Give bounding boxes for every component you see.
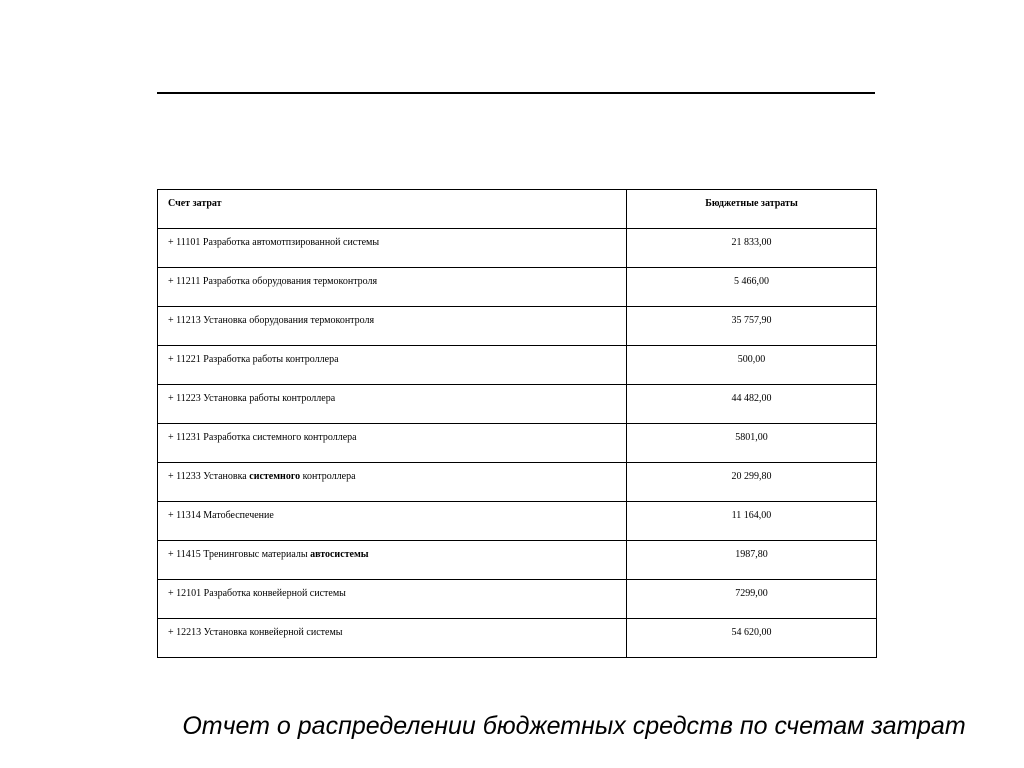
table-row — [158, 229, 877, 268]
table-row — [158, 268, 877, 307]
budget-value-cell: 5 466,00 — [627, 268, 877, 307]
budget-value-cell: 20 299,80 — [627, 463, 877, 502]
table-header-row — [158, 190, 877, 229]
account-text: + 11223 Установка работы контроллера — [168, 393, 336, 404]
account-cell — [158, 619, 627, 658]
account-column-header: Счет затрат — [158, 190, 627, 229]
account-cell — [158, 385, 627, 424]
account-cell — [158, 502, 627, 541]
account-text: + 11211 Разработка оборудования термоконтроля — [168, 276, 378, 287]
account-text: + 11233 Установка — [168, 471, 250, 482]
account-text: + 11415 Тренинговыс материалы — [168, 549, 311, 560]
budget-value-cell: 500,00 — [627, 346, 877, 385]
account-cell — [158, 268, 627, 307]
table-row — [158, 307, 877, 346]
slide-caption: Отчет о распределении бюджетных средств по счетам затрат — [182, 712, 966, 740]
account-cell — [158, 229, 627, 268]
budget-table — [157, 189, 877, 658]
top-divider — [157, 92, 875, 94]
account-cell — [158, 424, 627, 463]
account-text-bold: системного — [249, 471, 301, 482]
account-cell — [158, 541, 627, 580]
table-row — [158, 502, 877, 541]
table-row — [158, 424, 877, 463]
account-text-suffix: контроллера — [300, 471, 356, 482]
account-text-bold: автосистемы — [310, 549, 369, 560]
account-text: + 12101 Разработка конвейерной системы — [168, 588, 346, 599]
account-cell — [158, 307, 627, 346]
table-row — [158, 463, 877, 502]
budget-value-cell: 21 833,00 — [627, 229, 877, 268]
account-text: + 11221 Разработка работы контроллера — [168, 354, 339, 365]
budget-value-cell: 11 164,00 — [627, 502, 877, 541]
account-text: + 12213 Установка конвейерной системы — [168, 627, 343, 638]
account-text: + 11213 Установка оборудования термоконтроля — [168, 315, 375, 326]
table-row — [158, 346, 877, 385]
budget-value-cell: 1987,80 — [627, 541, 877, 580]
account-cell — [158, 580, 627, 619]
table-row — [158, 619, 877, 658]
budget-value-cell: 7299,00 — [627, 580, 877, 619]
budget-value-cell: 35 757,90 — [627, 307, 877, 346]
account-text: + 11314 Матобеспечение — [168, 510, 274, 521]
budget-value-cell: 54 620,00 — [627, 619, 877, 658]
table-row — [158, 385, 877, 424]
table-row — [158, 541, 877, 580]
budget-value-cell: 44 482,00 — [627, 385, 877, 424]
table-row — [158, 580, 877, 619]
account-cell — [158, 463, 627, 502]
account-cell — [158, 346, 627, 385]
budget-column-header: Бюджетные затраты — [627, 190, 877, 229]
account-text: + 11231 Разработка системного контроллера — [168, 432, 357, 443]
account-text: + 11101 Разработка автомотпзированной системы — [168, 237, 380, 248]
budget-value-cell: 5801,00 — [627, 424, 877, 463]
